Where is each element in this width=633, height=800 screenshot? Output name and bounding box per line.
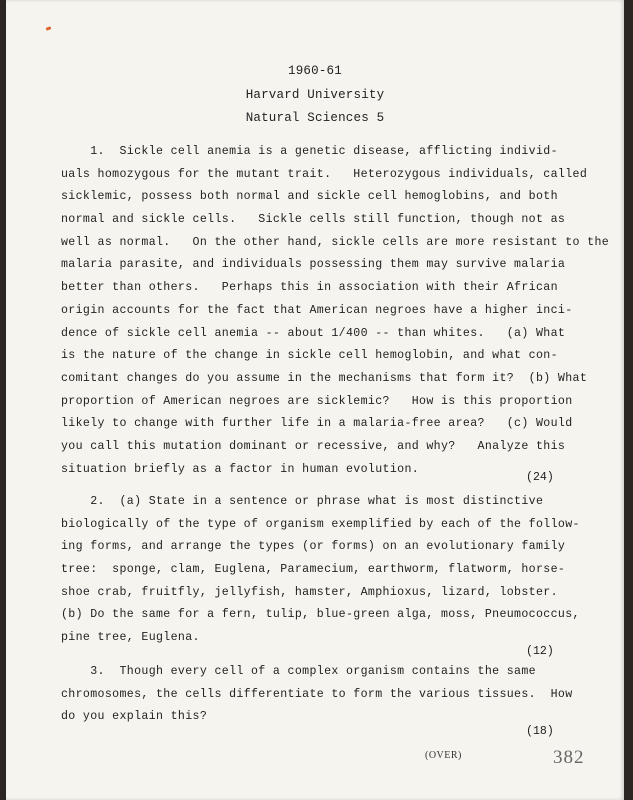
question-2-line: (b) Do the same for a fern, tulip, blue-green alga, moss, Pneumococcus, [61, 608, 580, 622]
question-2-line: pine tree, Euglena. [61, 631, 200, 645]
question-1-line: dence of sickle cell anemia -- about 1/400 -- than whites. (a) What [61, 326, 566, 340]
question-3-line: chromosomes, the cells differentiate to form the various tissues. How [61, 687, 573, 701]
question-1-line: uals homozygous for the mutant trait. Heterozygous individuals, called [61, 167, 588, 181]
question-1-line: proportion of American negroes are sicklemic? How is this proportion [61, 394, 573, 408]
question-2-line: shoe crab, fruitfly, jellyfish, hamster, Amphioxus, lizard, lobster. [61, 585, 558, 599]
question-3-line: do you explain this? [61, 710, 208, 724]
question-2 [61, 491, 591, 650]
question-1-line: situation briefly as a factor in human evolution. [61, 462, 420, 476]
question-1-line: malaria parasite, and individuals possessing them may survive malaria [61, 258, 566, 272]
question-1-line: you call this mutation dominant or recessive, and why? Analyze this [61, 439, 566, 453]
question-1-line: is the nature of the change in sickle cell hemoglobin, and what con- [61, 349, 558, 363]
question-1 [61, 141, 610, 481]
question-3-line: 3. Though every cell of a complex organism contains the same [61, 665, 536, 678]
question-1-line: origin accounts for the fact that American negroes have a higher inci- [61, 303, 573, 317]
question-2-line: 2. (a) State in a sentence or phrase what is most distinctive [61, 495, 544, 508]
question-1-points: (24) [526, 471, 554, 484]
question-1-line: well as normal. On the other hand, sickle cells are more resistant to the [61, 235, 610, 249]
question-2-line: tree: sponge, clam, Euglena, Paramecium, earthworm, flatworm, horse- [61, 563, 566, 577]
header-institution: Harvard University [245, 88, 385, 102]
header-course: Natural Sciences 5 [245, 111, 385, 125]
question-3-points: (18) [526, 725, 554, 738]
question-2-points: (12) [526, 645, 554, 658]
page-number: 382 [553, 747, 585, 768]
header-year: 1960-61 [288, 64, 342, 78]
question-1-line: better than others. Perhaps this in association with their African [61, 281, 558, 295]
question-1-line: normal and sickle cells. Sickle cells still function, though not as [61, 213, 566, 227]
question-1-line: likely to change with further life in a malaria-free area? (c) Would [61, 417, 573, 431]
ink-mark [46, 26, 52, 31]
question-2-line: ing forms, and arrange the types (or forms) on an evolutionary family [61, 540, 566, 554]
question-1-line: 1. Sickle cell anemia is a genetic disease, afflicting individ- [61, 145, 558, 158]
question-1-line: comitant changes do you assume in the mechanisms that form it? (b) What [61, 371, 588, 385]
exam-page [6, 0, 624, 800]
question-1-line: sicklemic, possess both normal and sickle cell hemoglobins, and both [61, 190, 558, 204]
question-3 [61, 661, 591, 729]
question-2-line: biologically of the type of organism exemplified by each of the follow- [61, 517, 580, 531]
over-note: (OVER) [425, 750, 462, 761]
